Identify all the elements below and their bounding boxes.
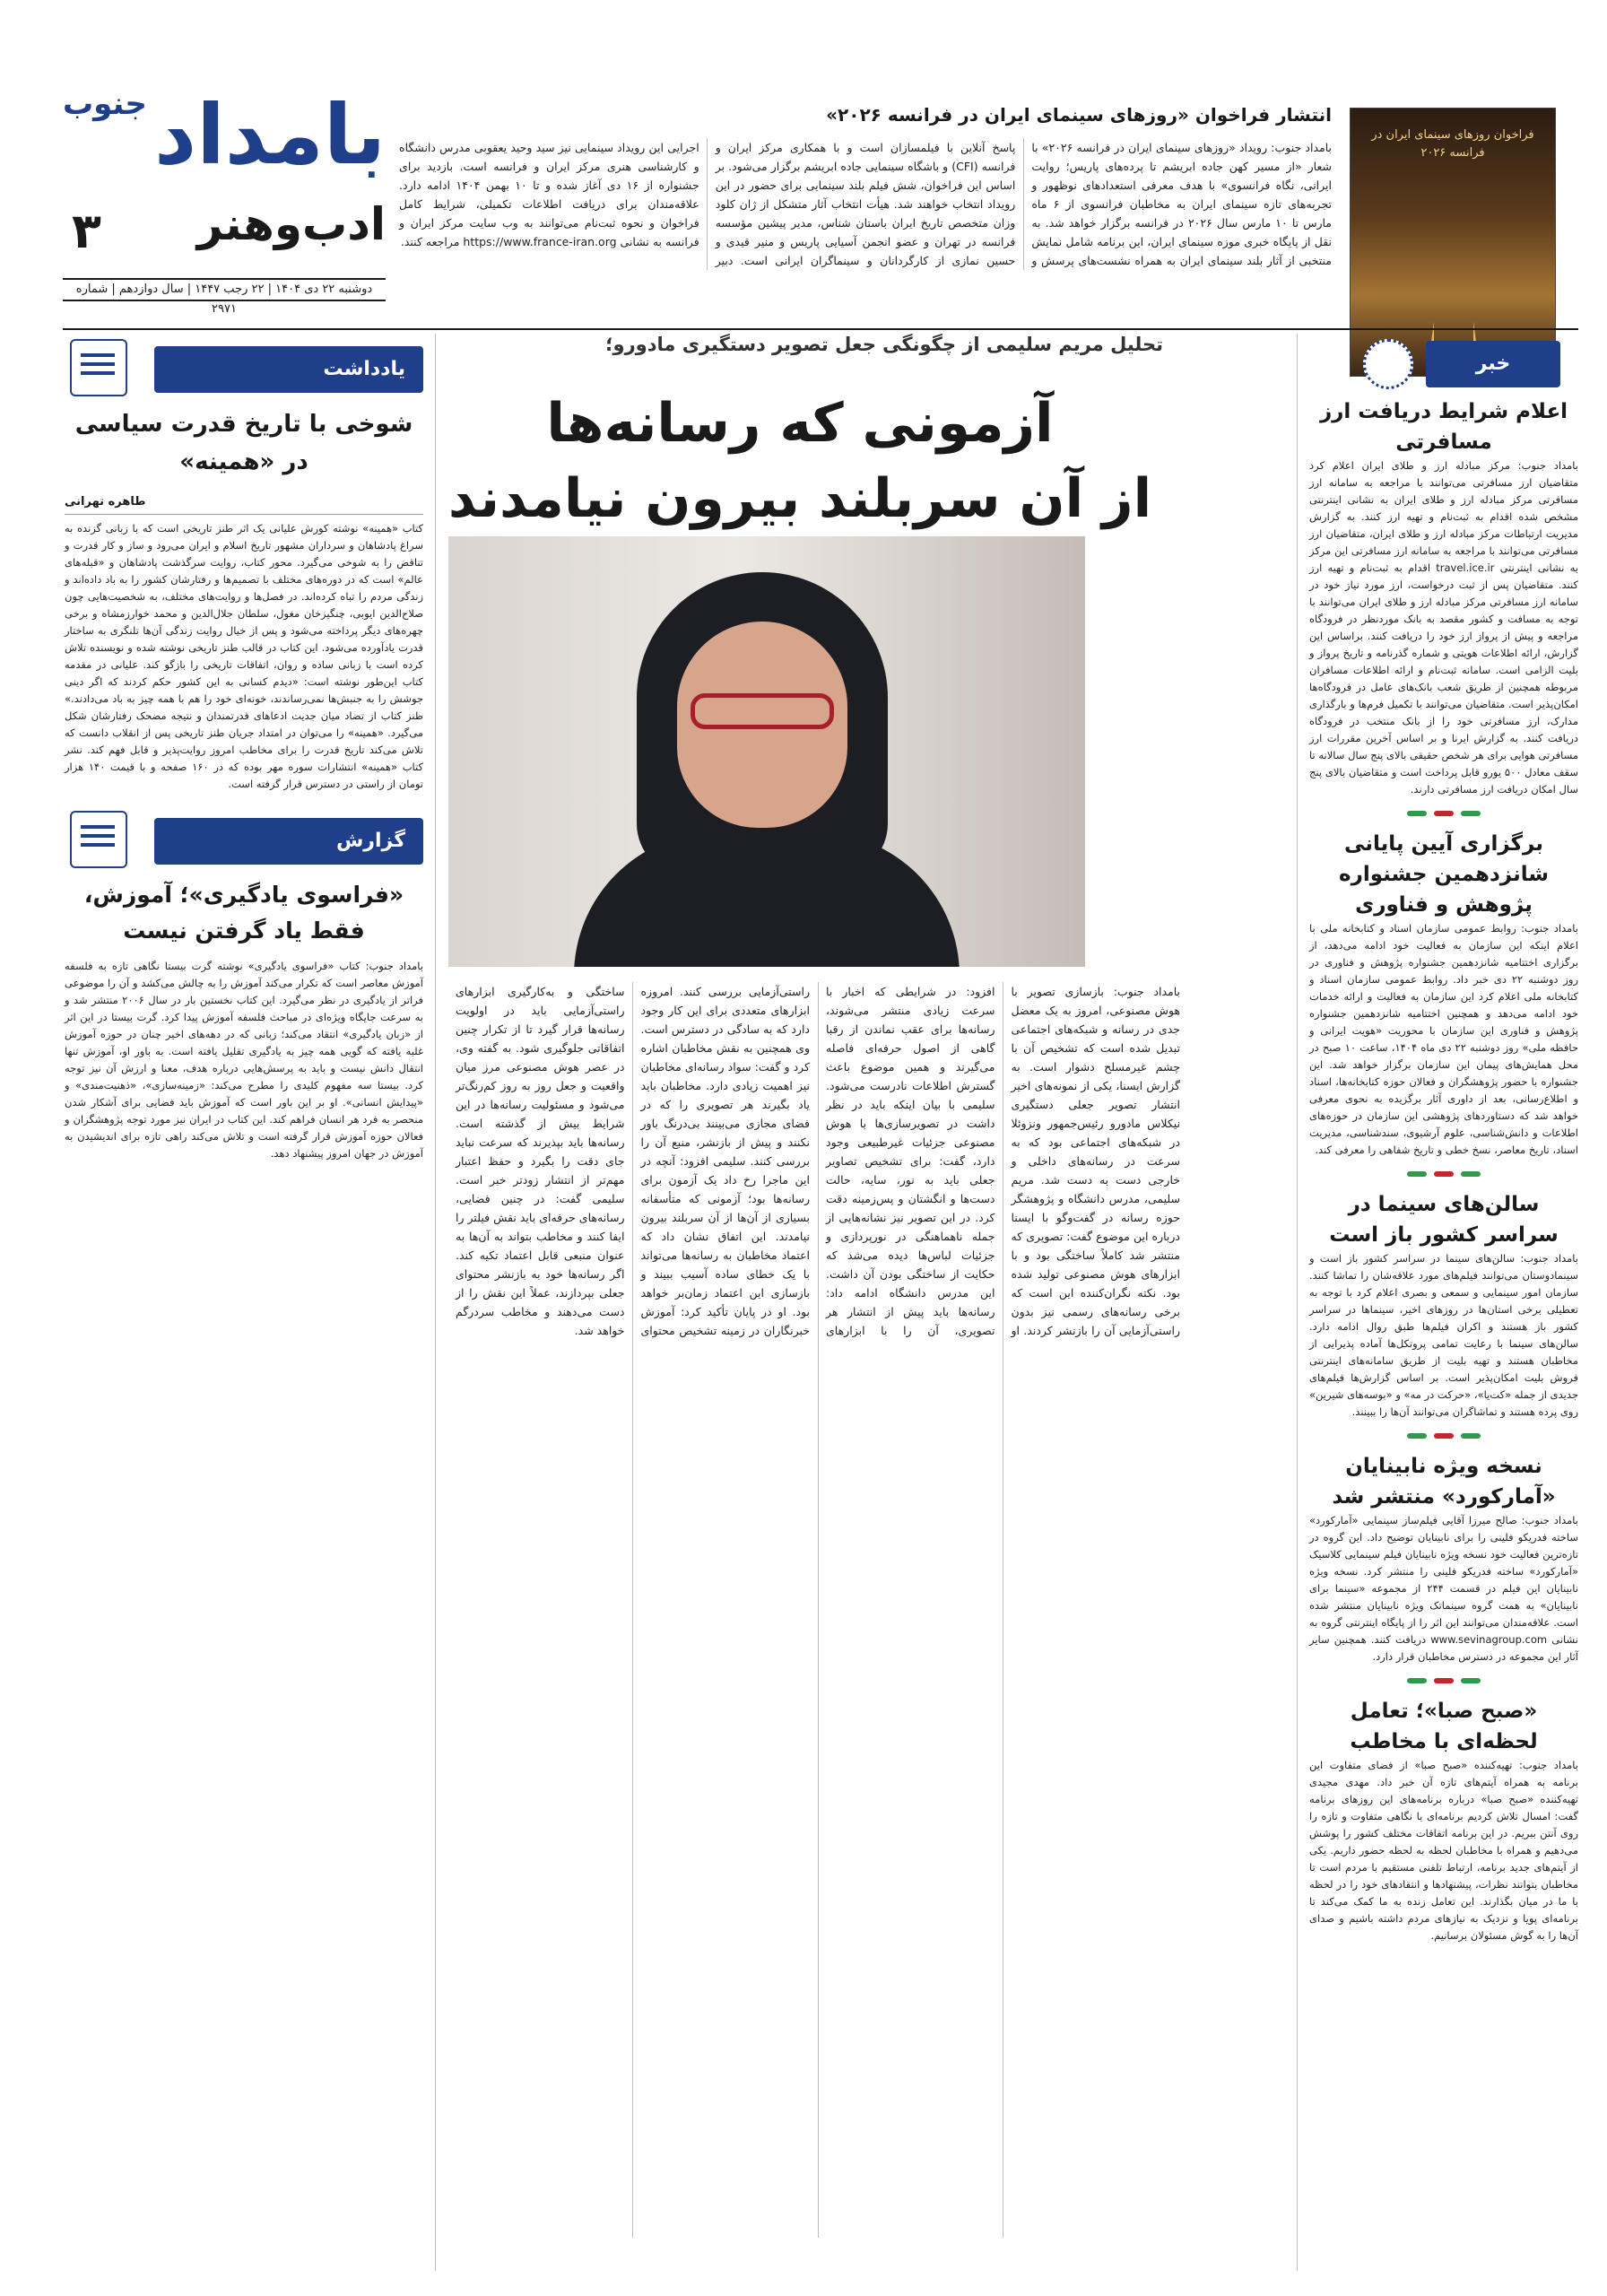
left-column	[65, 334, 423, 1162]
newspaper-logo: بامداد	[154, 87, 386, 183]
notebook-icon	[70, 339, 127, 396]
main-title-line: آزمونی که رسانه‌ها	[546, 392, 1054, 455]
news-item	[1309, 1189, 1578, 1421]
news-title: «صبح صبا»؛ تعامل لحظه‌ای با مخاطب	[1350, 1700, 1538, 1753]
news-body: بامداد جنوب: روابط عمومی سازمان اسناد و کتابخانه ملی با اعلام اینکه این سازمان به فعالیت خود ادامه می‌دهد، از برگزاری اختتامیه شانزدهمین جشنواره پژوهش و فناوری در روز دوشنبه ۲۲ دی خبر داد. روابط عمومی سازمان اسناد و کتابخانه ملی اعلام کرد این سازمان به فعالیت و ارائه خدمات خود ادامه می‌دهد و همچنین اختتامیه شانزدهمین جشنواره پژوهش و فناوری این سازمان با محوریت «هویت ایرانی و حافظه ملی» روز دوشنبه ۲۲ دی ماه ۱۴۰۴، ساعت ۱۰ صبح در محل همایش‌های پیمان این سازمان برگزار خواهد شد. این جشنواره با حضور پژوهشگران و فعالان حوزه کتابخانه‌ها، اسناد و اطلاع‌رسانی، بعد از داوری آثار برگزیده به نحوی معرفی خواهد شد که دستاوردهای پژوهشی این سازمان در حوزه‌های اطلاعات و دانش‌شناسی، علوم آرشیوی، سندشناسی، مدیریت اسناد، تاریخ معاصر، نسخ خطی و تاریخ شفاهی را معرفی کند.	[1309, 922, 1579, 1156]
body-shape	[574, 832, 960, 967]
note-tag: یادداشت	[154, 346, 423, 393]
report-title: «فراسوی یادگیری»؛ آموزش، فقط یاد گرفتن نیست	[83, 882, 404, 944]
interviewee-photo	[448, 536, 1085, 967]
notebook-icon	[70, 811, 127, 868]
festival-title: انتشار فراخوان «روزهای سینمای ایران در فرانسه ۲۰۲۶»	[826, 104, 1332, 126]
note-title: شوخی با تاریخ قدرت سیاسی در «همینه»	[74, 411, 413, 475]
masthead	[63, 86, 386, 316]
separator-dots	[1309, 811, 1578, 816]
main-article-body: بامداد جنوب: بازسازی تصویر با هوش مصنوعی، امروز به یک معضل جدی در رسانه و شبکه‌های اجتماعی تبدیل شده است که تشخیص آن با چشم غیرمسلح دشوار است. به گزارش ایسنا، یکی از نمونه‌های اخیر انتشار تصویر جعلی دستگیری نیکلاس مادورو رئیس‌جمهور ونزوئلا در شبکه‌های اجتماعی بود که به سرعت در رسانه‌های داخلی و خارجی دست به دست شد. مریم سلیمی، مدرس دانشگاه و پژوهشگر حوزه رسانه در گفت‌وگو با ایسنا درباره این موضوع گفت: تصویری که منتشر شد کاملاً ساختگی بود و با ابزارهای هوش مصنوعی تولید شده بود. نکته نگران‌کننده این است که برخی رسانه‌های رسمی نیز بدون راستی‌آزمایی آن را بازنشر کردند. او افزود: در شرایطی که اخبار با سرعت زیادی منتشر می‌شوند، رسانه‌ها برای عقب نماندن از رقبا گاهی از اصول حرفه‌ای فاصله می‌گیرند و همین موضوع باعث گسترش اطلاعات نادرست می‌شود. سلیمی با بیان اینکه باید در نظر داشت در تصویرسازی‌ها با هوش مصنوعی جزئیات غیرطبیعی وجود دارد، گفت: برای تشخیص تصاویر جعلی باید به نور، سایه، حالت دست‌ها و انگشتان و پس‌زمینه دقت کرد. در این تصویر نیز نشانه‌هایی از جمله ناهماهنگی در نورپردازی و جزئیات لباس‌ها دیده می‌شد که حکایت از ساختگی بودن آن داشت. این مدرس دانشگاه ادامه داد: رسانه‌ها باید پیش از انتشار هر تصویری، آن را با ابزارهای راستی‌آزمایی بررسی کنند. امروزه ابزارهای متعددی برای این کار وجود دارد که به سادگی در دسترس است. وی همچنین به نقش مخاطبان اشاره کرد و گفت: سواد رسانه‌ای مخاطبان نیز اهمیت زیادی دارد. مخاطبان باید یاد بگیرند هر تصویری را که در فضای مجازی می‌بینند بی‌درنگ باور نکنند و پیش از بازنشر، منبع آن را بررسی کنند. سلیمی افزود: آنچه در این ماجرا رخ داد یک آزمون برای رسانه‌ها بود؛ آزمونی که متأسفانه بسیاری از آن‌ها از آن سربلند بیرون نیامدند. این اتفاق نشان داد که اعتماد مخاطبان به رسانه‌ها می‌تواند با یک خطای ساده آسیب ببیند و بازسازی این اعتماد زمان‌بر خواهد بود. او در پایان تأکید کرد: آموزش خبرنگاران در زمینه تشخیص محتوای ساختگی و به‌کارگیری ابزارهای راستی‌آزمایی باید در اولویت رسانه‌ها قرار گیرد تا از تکرار چنین اتفاقاتی جلوگیری شود. به گفته وی، در عصر هوش مصنوعی مرز میان واقعیت و جعل روز به روز کم‌رنگ‌تر می‌شود و مسئولیت رسانه‌ها در این شرایط بیش از گذشته است. رسانه‌ها باید بپذیرند که سرعت نباید جای دقت را بگیرد و حفظ اعتبار مهم‌تر از انتشار زودتر خبر است. سلیمی گفت: در چنین فضایی، رسانه‌های حرفه‌ای باید نقش فیلتر را ایفا کنند و مخاطب بتواند به آن‌ها به عنوان منبعی قابل اعتماد تکیه کند. اگر رسانه‌ها خود به بازنشر محتوای جعلی بپردازند، عملاً این نقش را از دست می‌دهند و مخاطب سردرگم خواهد شد.	[456, 985, 1180, 1337]
news-item	[1309, 1451, 1578, 1665]
news-body: بامداد جنوب: تهیه‌کننده «صبح صبا» از فضای متفاوت این برنامه به همراه آیتم‌های تازه آن خبر داد. مهدی مجیدی تهیه‌کننده «صبح صبا» درباره برنامه‌های این روزهای برنامه گفت: امسال تلاش کردیم برنامه‌ای با نگاهی متفاوت و تازه را روی آنتن ببریم. در این برنامه اتفاقات مختلف کشور را پوشش می‌دهیم و همراه با مخاطبان لحظه به لحظه حضور داریم. یکی از آیتم‌های جدید برنامه، ارتباط تلفنی مستقیم با مردم است تا مخاطبان بتوانند نظرات، پیشنهادها و انتقادهای خود را در لحظه با ما در میان بگذارند. این تعامل زنده به ما کمک می‌کند تا برنامه‌ای پویا و نزدیک به نیازهای مردم داشته باشیم و صدای آن‌ها را به گوش مسئولان برسانیم.	[1309, 1759, 1578, 1942]
column-divider	[435, 334, 436, 2271]
separator-dots	[1309, 1171, 1578, 1177]
main-article-kicker: تحلیل مریم سلیمی از چگونگی جعل تصویر دستگیری مادورو؛	[605, 334, 1163, 355]
news-title: اعلام شرایط دریافت ارز مسافرتی	[1319, 400, 1568, 454]
news-title: نسخه ویژه نابینایان «آمارکورد» منتشر شد	[1332, 1455, 1556, 1509]
date-line: دوشنبه ۲۲ دی ۱۴۰۴ | ۲۲ رجب ۱۴۴۷ | سال دوازدهم | شماره ۲۹۷۱	[63, 278, 386, 301]
festival-news-box	[399, 99, 1556, 314]
news-body: بامداد جنوب: مرکز مبادله ارز و طلای ایران اعلام کرد متقاضیان ارز مسافرتی می‌توانند با مراجعه به سامانه ارز مسافرتی مرکز مبادله ارز و طلای ایران به نشانی اینترنتی مشخص شده اقدام به ثبت‌نام و تهیه ارز کنند. به گزارش مدیریت ارتباطات مرکز مبادله ارز و طلای ایران، متقاضیان ارز مسافرتی می‌توانند با مراجعه به سامانه ارز مسافرتی این مرکز به نشانی اینترنتی travel.ice.ir اقدام به ثبت‌نام و تهیه ارز کنند. متقاضیان پس از ثبت درخواست، ارز مورد نیاز خود در سامانه ارز مسافرتی مرکز مبادله ارز و طلای ایران می‌توانند با توجه به مسافت و کشور مقصد به بانک موردنظر در فرودگاه مراجعه و پیش از پرواز ارز خود را دریافت کنند. براساس این گزارش، ارائه اطلاعات هویتی و شماره گذرنامه و تاریخ پرواز و بلیت الزامی است. سامانه ثبت‌نام و ارائه اطلاعات مسافران مربوطه همچنین از طریق شعب بانک‌های عامل در فرودگاه‌ها امکان‌پذیر است. متقاضیان می‌توانند با تکمیل فرم‌ها و بارگذاری مدارک، ارز مسافرتی خود را از بانک منتخب در فرودگاه دریافت کنند. به گزارش ایرنا و بر اساس آخرین مقررات ارز مسافرتی هوایی برای هر شخص حقیقی بالای پنج سال سالانه تا سقف معادل ۵۰۰ یورو قابل پرداخت است و متقاضیان بالای پنج سال امکان دریافت ارز مسافرتی دارند.	[1309, 459, 1579, 796]
news-item	[1309, 396, 1578, 798]
news-column	[1309, 334, 1578, 1944]
newspaper-logo-sub: جنوب	[63, 86, 147, 122]
news-body: بامداد جنوب: سالن‌های سینما در سراسر کشور باز است و سینمادوستان می‌توانند فیلم‌های مورد علاقه‌شان را تماشا کنند. سازمان امور سینمایی و سمعی و بصری اعلام کرد با توجه به تعطیلی برخی استان‌ها در روزهای اخیر، سینماها در سراسر کشور باز هستند و اکران فیلم‌ها طبق روال ادامه دارد. سالن‌های سینما با رعایت تمامی پروتکل‌ها آماده پذیرایی از مخاطبان هستند و تهیه بلیت از طریق سامانه‌های اینترنتی فروش بلیت امکان‌پذیر است. بر اساس گزارش‌ها فیلم‌های جدیدی از جمله «کت‌یا»، «حرکت در مه» و «بوسه‌های شیرین» روی پرده هستند و تماشاگران می‌توانند آن‌ها را ببینند.	[1309, 1252, 1578, 1418]
news-body: بامداد جنوب: صالح میرزا آقایی فیلم‌ساز سینمایی «آمارکورد» ساخته فدریکو فلینی را برای نابینایان توضیح داد. این گروه در تازه‌ترین فعالیت خود نسخه ویژه نابینایان فیلم سینمایی کلاسیک «آمارکورد» ساخته فدریکو فلینی را منتشر کرد. نسخه ویژه نابینایان این فیلم در قسمت ۲۴۴ از مجموعه «سینما برای نابینایان» به همت گروه سینماتک ویژه نابینایان منتشر شده است. علاقه‌مندان می‌توانند این اثر را از پایگاه اینترنتی گروه به نشانی www.sevinagroup.com دریافت کنند. همچنین سایر آثار این مجموعه در دسترس مخاطبان قرار دارد.	[1309, 1514, 1578, 1663]
page-number: ۳	[72, 203, 101, 259]
main-title-line: از آن سربلند بیرون نیامدند	[447, 467, 1152, 530]
report-tag-row	[65, 805, 423, 877]
news-title: سالن‌های سینما در سراسر کشور باز است	[1329, 1193, 1559, 1247]
note-body: کتاب «همینه» نوشته کورش علیانی یک اثر طنز تاریخی است که با زبانی گزنده به سراغ پادشاهان و سرداران مشهور تاریخ اسلام و ایران می‌رود و ساز و کار قدرت و تناقض را به شوخی می‌گیرد. محور کتاب، روایت سرگذشت پادشاهان و «قبله‌های عالم» است که در دوره‌های مختلف با تصمیم‌ها و رفتارشان کشور را به باد داده‌اند و زندگی مردم را تباه کرده‌اند. در فصل‌ها و روایت‌های مختلف، به شخصیت‌هایی چون صلاح‌الدین ایوبی، چنگیزخان مغول، سلطان جلال‌الدین و محمد خوارزمشاه و برخی چهره‌های دیگر پرداخته می‌شود و پس از خیال روایت زندگی آن‌ها تلنگری به ساختار قدرت یادآورده می‌شود. این کتاب در قالب طنز تاریخی نوشته شده و نویسنده تلاش کرده است با زبانی ساده و روان، اتفاقات تاریخی را بازگو کند. علیانی در مقدمه کتاب این‌طور نوشته است: «دیدم کسانی به این کشور حکم کردند که اگر دینی جوشش را به جنبش‌ها نمی‌رساندند، خونه‌ای خود را هم با همه چیز به باد می‌دادند.» طنز کتاب از تضاد میان جدیت ادعاهای قدرتمندان و نتیجه مضحک رفتارشان شکل می‌گیرد. «همینه» را می‌توان در امتداد جریان طنز تاریخی پس از انقلاب دانست که تلاش می‌کند تاریخ قدرت را برای مخاطب امروز روایت‌پذیر و قابل فهم کند. نشر کتاب «همینه» انتشارات سوره مهر بوده که در ۱۶۰ صفحه و با قیمت ۱۴۰ هزار تومان از راستی در دسترس قرار گرفته است.	[65, 522, 423, 790]
globe-icon	[1363, 339, 1413, 389]
column-divider	[1297, 334, 1298, 2271]
news-item	[1309, 829, 1578, 1159]
report-body: بامداد جنوب: کتاب «فراسوی یادگیری» نوشته گرت بیستا نگاهی تازه به فلسفه آموزش معاصر است که تکرار می‌کند آموزش را به چالش می‌کشد و آن را موضوعی فراتر از یادگیری در نظر می‌گیرد. این کتاب نخستین بار در سال ۲۰۰۶ منتشر شد و به سرعت جایگاه ویژه‌ای در مباحث فلسفه آموزش پیدا کرد. گرت بیستا در این اثر از «زبان یادگیری» انتقاد می‌کند؛ زبانی که در دهه‌های اخیر چنان در حوزه آموزش غلبه یافته که گویی همه چیز به یادگیری تقلیل یافته است. به باور او، آموزش تنها انتقال دانش نیست و باید به پرسش‌هایی درباره هدف، معنا و ارزش آن نیز توجه کرد. بیستا سه مفهوم کلیدی را مطرح می‌کند: «زمینه‌سازی»، «ذهنیت‌مندی» و «پیدایش انسانی». او بر این باور است که آموزش باید فضایی برای آشکار شدن منحصر به فرد هر انسان فراهم کند. این کتاب در ایران نیز مورد توجه پژوهشگران و فعالان حوزه آموزش قرار گرفته است و تلاش می‌کند راهی تازه برای اندیشیدن به آموزش در جهان امروز پیشنهاد دهد.	[65, 960, 423, 1160]
festival-poster-caption: فراخوان روزهای سینمای ایران در فرانسه ۲۰۲۶	[1371, 128, 1534, 160]
note-tag-row	[65, 334, 423, 405]
news-tag: خبر	[1426, 341, 1560, 387]
separator-dots	[1309, 1678, 1578, 1683]
separator-dots	[1309, 1433, 1578, 1439]
news-title: برگزاری آیین پایانی شانزدهمین جشنواره پژوهش و فناوری	[1339, 832, 1549, 917]
glasses-shape	[691, 693, 834, 729]
news-tag-row	[1309, 334, 1578, 396]
report-tag: گزارش	[154, 818, 423, 865]
festival-body: بامداد جنوب: رویداد «روزهای سینمای ایران در فرانسه ۲۰۲۶» با شعار «از مسیر کهن جاده ابریشم تا پرده‌های پاریس؛ روایت ایرانی، نگاه فرانسوی» با هدف معرفی استعدادهای نوظهور و تجربه‌های تازه سینمای ایران به مخاطبان فرانسوی از ۶ ماه مارس تا ۱۰ مارس سال ۲۰۲۶ در فرانسه برگزار خواهد شد. به نقل از پایگاه خبری موزه سینمای ایران، این برنامه شامل نمایش منتخبی از آثار بلند سینمای ایران به همراه نشست‌های پرسش و پاسخ آنلاین با فیلمسازان است و با همکاری مرکز ایران و فرانسه (CFI) و باشگاه سینمایی جاده ابریشم برگزار می‌شود. بر اساس این فراخوان، شش فیلم بلند سینمایی برای حضور در این رویداد انتخاب خواهند شد. هیأت انتخاب آثار متشکل از ژان کلود وزان متخصص تاریخ ایران باستان شناس، مدیر پیشین مؤسسه فرانسه در تهران و عضو انجمن آسیایی پاریس و منیر قیدی و حسین نمازی از کارگردانان و سینماگران ایرانی است. دبیر اجرایی این رویداد سینمایی نیز سید وحید یعقوبی مدرس دانشگاه و کارشناسی هنری مرکز ایران و فرانسه است. بازدید برای جشنواره از ۱۶ دی آغاز شده و تا ۱۰ بهمن ۱۴۰۴ ادامه دارد. علاقه‌مندان برای دریافت اطلاعات تکمیلی، شرایط کامل فراخوان و نحوه ثبت‌نام می‌توانند به وب سایت مرکز ایران و فرانسه به نشانی https://www.france-iran.org مراجعه کنند.	[399, 141, 1333, 267]
top-divider	[63, 328, 1578, 330]
section-name: ادب‌وهنر	[196, 198, 386, 250]
note-author: طاهره تهرانی	[65, 490, 423, 515]
eiffel-tower-icon	[1431, 207, 1476, 342]
news-item	[1309, 1696, 1578, 1944]
main-article-title	[423, 386, 1177, 536]
